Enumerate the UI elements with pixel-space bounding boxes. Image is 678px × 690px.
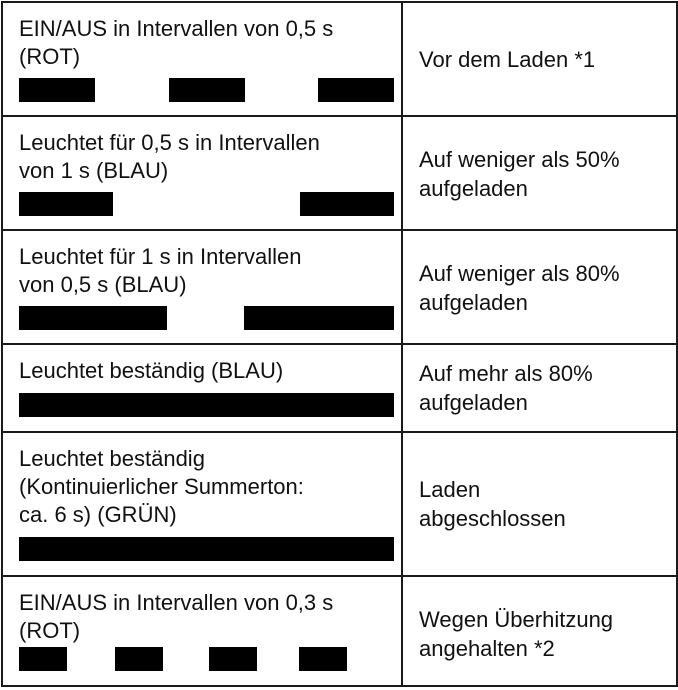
charging-status: Wegen Überhitzung angehalten *2 (419, 607, 614, 661)
blink-bar (19, 192, 113, 216)
status-cell (402, 344, 677, 432)
status-cell (402, 230, 677, 344)
status-cell (402, 576, 677, 686)
pattern-cell (2, 116, 402, 230)
pattern-cell (2, 2, 402, 116)
blink-bar (300, 192, 394, 216)
table-row (2, 432, 677, 576)
charging-status: Auf weniger als 80% aufgeladen (419, 261, 620, 315)
pattern-cell (2, 344, 402, 432)
pattern-description: Leuchtet beständig (BLAU) (19, 358, 284, 383)
blink-bar (209, 647, 257, 671)
pattern-description: Leuchtet für 1 s in Intervallen von 0,5 s (BLAU) (19, 244, 302, 297)
pattern-description: EIN/AUS in Intervallen von 0,5 s (ROT) (19, 16, 334, 69)
blink-bar (19, 306, 167, 330)
table-row (2, 344, 677, 432)
pattern-description: Leuchtet beständig (Kontinuierlicher Summerton: ca. 6 s) (GRÜN) (19, 446, 304, 527)
blink-bar (19, 78, 95, 102)
table-row (2, 2, 677, 116)
table-row (2, 116, 677, 230)
status-cell (402, 432, 677, 576)
pattern-description: Leuchtet für 0,5 s in Intervallen von 1 s (BLAU) (19, 130, 320, 183)
led-status-table (1, 1, 678, 687)
blink-bar (299, 647, 347, 671)
table-row (2, 576, 677, 686)
charging-status: Auf weniger als 50% aufgeladen (419, 147, 620, 201)
status-cell (402, 2, 677, 116)
pattern-cell (2, 576, 402, 686)
blink-bar (19, 537, 394, 561)
blink-bar (169, 78, 245, 102)
blink-bar (19, 393, 394, 417)
blink-bar (19, 647, 67, 671)
charging-status: Vor dem Laden *1 (419, 47, 596, 72)
blink-bar (318, 78, 394, 102)
pattern-cell (2, 432, 402, 576)
pattern-description: EIN/AUS in Intervallen von 0,3 s (ROT) (19, 590, 334, 643)
charging-status: Laden abgeschlossen (419, 477, 566, 531)
charging-status: Auf mehr als 80% aufgeladen (419, 361, 593, 415)
blink-bar (115, 647, 163, 671)
table-row (2, 230, 677, 344)
blink-bar (244, 306, 394, 330)
status-cell (402, 116, 677, 230)
pattern-cell (2, 230, 402, 344)
